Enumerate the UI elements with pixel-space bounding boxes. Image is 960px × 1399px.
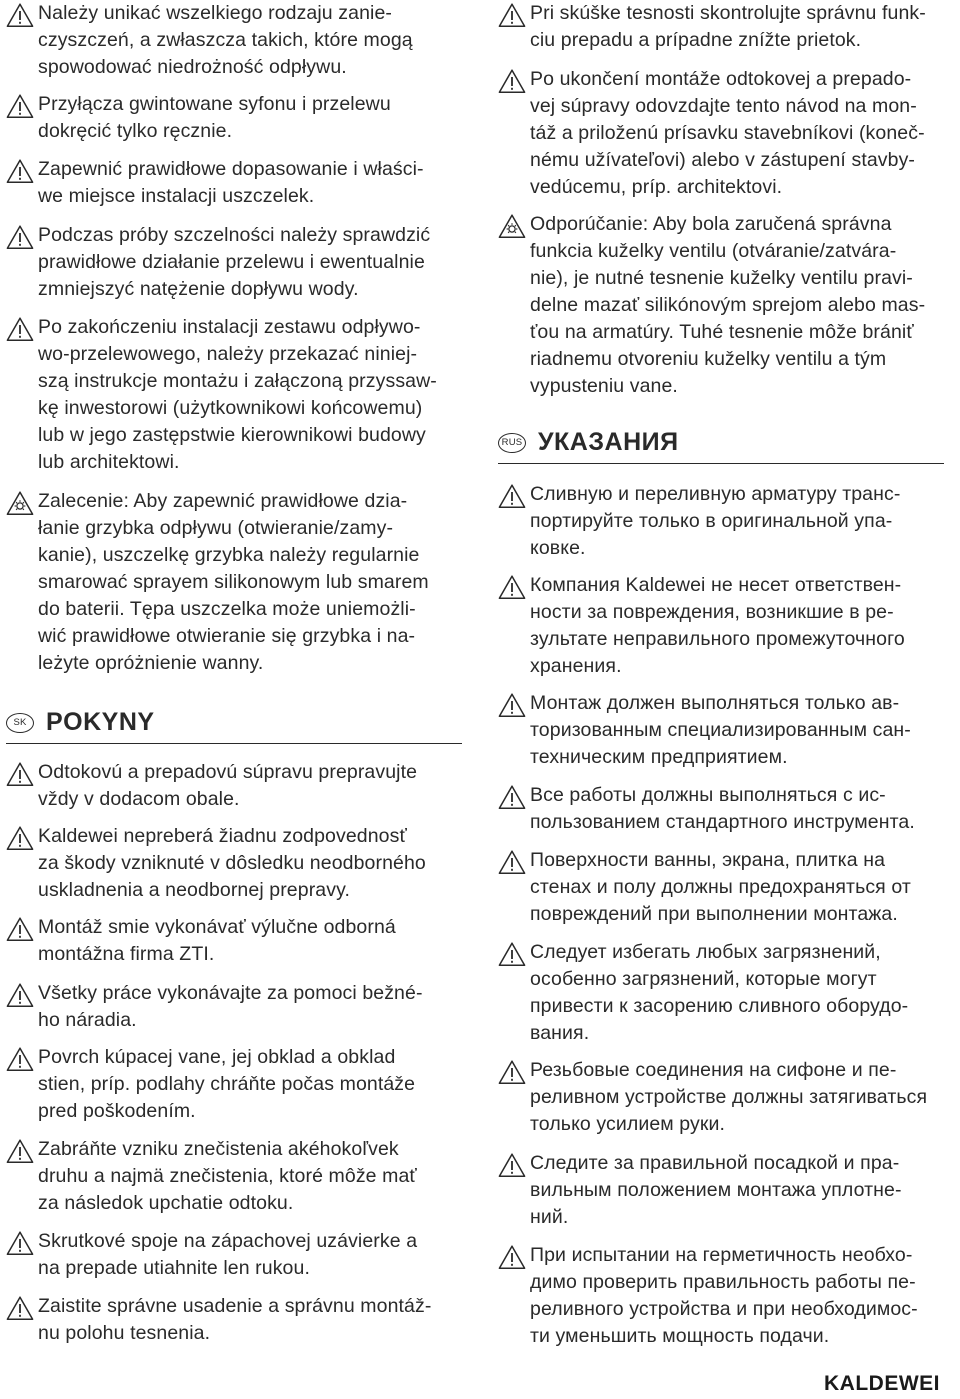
note-text: Монтаж должен выполняться только ав- торизованным специализированным сан- техническим предприятием. bbox=[530, 692, 911, 768]
note-text: Поверхности ванны, экрана, плитка на стенах и полу должны предохраняться от повреждений при выполнении монтажа. bbox=[530, 849, 911, 925]
note-text: Следует избегать любых загрязнений, особенно загрязнений, которые могут привести к засорению сливного оборудо- вания. bbox=[530, 941, 909, 1044]
rus-note-7 bbox=[498, 1057, 944, 1138]
note-text: Kaldewei nepreberá žiadnu zodpovednosť za škody vzniknuté v dôsledku neodborného uskladnenia a neodbornej prepravy. bbox=[38, 825, 426, 901]
note-text: Odporúčanie: Aby bola zaručená správna funkcia kuželky ventilu (otváranie/zatvára- nie), je nutné tesnenie kuželky ventilu pravi- delne mazať silikónovým sprejom alebo mas- ťou na armatúry. Tuhé tesnenie môže brániť riadnemu otvoreniu kuželky ventilu a tým vypusteniu vane. bbox=[530, 213, 926, 397]
sk-note-9 bbox=[498, 0, 944, 54]
section-header-rus bbox=[498, 428, 944, 464]
note-text: Odtokovú a prepadovú súpravu prepravujte vždy v dodacom obale. bbox=[38, 761, 418, 810]
pl-note-1 bbox=[6, 0, 462, 81]
sk-note-4 bbox=[6, 980, 462, 1034]
section-title: УКАЗАНИЯ bbox=[538, 428, 679, 456]
warning-icon bbox=[6, 825, 34, 851]
note-text: Zapewnić prawidłowe dopasowanie i właści- we miejsce instalacji uszczelek. bbox=[38, 158, 424, 207]
warning-icon bbox=[498, 2, 526, 28]
warning-icon bbox=[498, 941, 526, 967]
rus-note-5 bbox=[498, 847, 944, 928]
sk-note-8 bbox=[6, 1293, 462, 1347]
warning-icon bbox=[6, 761, 34, 787]
warning-icon bbox=[498, 574, 526, 600]
rus-note-3 bbox=[498, 690, 944, 771]
warning-icon bbox=[6, 1138, 34, 1164]
note-text: Povrch kúpacej vane, jej obklad a obklad stien, príp. podlahy chráňte počas montáže pred poškodením. bbox=[38, 1046, 416, 1122]
sk-note-10 bbox=[498, 66, 944, 201]
section-header-sk bbox=[6, 708, 462, 744]
language-badge: RUS bbox=[498, 433, 526, 453]
sk-note-6 bbox=[6, 1136, 462, 1217]
warning-icon bbox=[6, 2, 34, 28]
note-text: Все работы должны выполняться с ис- пользованием стандартного инструмента. bbox=[530, 784, 915, 833]
warning-icon bbox=[498, 1059, 526, 1085]
sk-note-2 bbox=[6, 823, 462, 904]
pl-note-5 bbox=[6, 314, 462, 476]
note-text: Po zakończeniu instalacji zestawu odpływo- wo-przelewowego, należy przekazać niniej- szą instrukcje montażu i załączoną przyssaw- kę inwestorowi (użytkownikowi końcowemu) lub w jego zastępstwie kierownikowi budowy lub architektowi. bbox=[38, 316, 437, 473]
warning-icon bbox=[6, 224, 34, 250]
sk-tip-note bbox=[498, 211, 944, 400]
pl-note-2 bbox=[6, 91, 462, 145]
note-text: Montáž smie vykonávať výlučne odborná montážna firma ZTI. bbox=[38, 916, 396, 965]
warning-icon bbox=[498, 692, 526, 718]
warning-icon bbox=[498, 483, 526, 509]
note-text: Należy unikać wszelkiego rodzaju zanie- czyszczeń, a zwłaszcza takich, które mogą spowodować niedrożność odpływu. bbox=[38, 2, 413, 78]
rus-note-6 bbox=[498, 939, 944, 1047]
warning-icon bbox=[6, 316, 34, 342]
tip-icon bbox=[6, 490, 34, 516]
note-text: При испытании на герметичность необхо- димо проверить правильность работы пе- реливного устройства и при необходимос- ти уменьшить мощность подачи. bbox=[530, 1244, 918, 1347]
warning-icon bbox=[6, 93, 34, 119]
note-text: Przyłącza gwintowane syfonu i przelewu dokręcić tylko ręcznie. bbox=[38, 93, 391, 142]
note-text: Следите за правильной посадкой и пра- вильным положением монтажа уплотне- ний. bbox=[530, 1152, 902, 1228]
rus-note-1 bbox=[498, 481, 944, 562]
sk-note-1 bbox=[6, 759, 462, 813]
pl-tip-note bbox=[6, 488, 462, 677]
language-badge: SK bbox=[6, 713, 34, 733]
warning-icon bbox=[498, 784, 526, 810]
note-text: Pri skúške tesnosti skontrolujte správnu funk- ciu prepadu a prípadne znížte prietok. bbox=[530, 2, 926, 51]
warning-icon bbox=[6, 1295, 34, 1321]
warning-icon bbox=[6, 916, 34, 942]
note-text: Po ukončení montáže odtokovej a prepado- vej súpravy odovzdajte tento návod na mon- táž a priloženú prísavku stavebníkovi (koneč- nému užívateľovi) alebo v zástupení stavby- vedúcemu, príp. architektovi. bbox=[530, 68, 925, 198]
rus-note-2 bbox=[498, 572, 944, 680]
sk-note-5 bbox=[6, 1044, 462, 1125]
pl-note-3 bbox=[6, 156, 462, 210]
warning-icon bbox=[498, 1152, 526, 1178]
warning-icon bbox=[498, 849, 526, 875]
sk-note-3 bbox=[6, 914, 462, 968]
sk-note-7 bbox=[6, 1228, 462, 1282]
note-text: Skrutkové spoje na zápachovej uzávierke a na prepade utiahnite len rukou. bbox=[38, 1230, 418, 1279]
note-text: Zalecenie: Aby zapewnić prawidłowe dzia- łanie grzybka odpływu (otwieranie/zamy- kanie), uszczelkę grzybka należy regularnie smarować sprayem silikonowym lub smarem do baterii. Tępa uszczelka może uniemożli- wić prawidłowe otwieranie się grzybka i na- leżyte opróżnienie wanny. bbox=[38, 490, 429, 674]
warning-icon bbox=[6, 158, 34, 184]
warning-icon bbox=[6, 1046, 34, 1072]
note-text: Компания Kaldewei не несет ответствен- ности за повреждения, возникшие в ре- зультате неправильного промежуточного хранения. bbox=[530, 574, 905, 677]
note-text: Zaistite správne usadenie a správnu montáž- nu polohu tesnenia. bbox=[38, 1295, 432, 1344]
warning-icon bbox=[498, 68, 526, 94]
warning-icon bbox=[6, 1230, 34, 1256]
rus-note-9 bbox=[498, 1242, 944, 1350]
note-text: Сливную и переливную арматуру транс- портируйте только в оригинальной упа- ковке. bbox=[530, 483, 901, 559]
warning-icon bbox=[6, 982, 34, 1008]
section-title: POKYNY bbox=[46, 708, 155, 736]
warning-icon bbox=[498, 1244, 526, 1270]
kaldewei-logo: KALDEWEI bbox=[824, 1372, 940, 1395]
note-text: Všetky práce vykonávajte za pomoci bežné- ho náradia. bbox=[38, 982, 423, 1031]
rus-note-4 bbox=[498, 782, 944, 836]
note-text: Podczas próby szczelności należy sprawdzić prawidłowe działanie przelewu i ewentualnie zmniejszyć natężenie dopływu wody. bbox=[38, 224, 431, 300]
rus-note-8 bbox=[498, 1150, 944, 1231]
note-text: Zabráňte vzniku znečistenia akéhokoľvek druhu a najmä znečistenia, ktoré môže mať za následok upchatie odtoku. bbox=[38, 1138, 417, 1214]
pl-note-4 bbox=[6, 222, 462, 303]
note-text: Резьбовые соединения на сифоне и пе- реливном устройстве должны затягиваться только усилием руки. bbox=[530, 1059, 928, 1135]
tip-icon bbox=[498, 213, 526, 239]
